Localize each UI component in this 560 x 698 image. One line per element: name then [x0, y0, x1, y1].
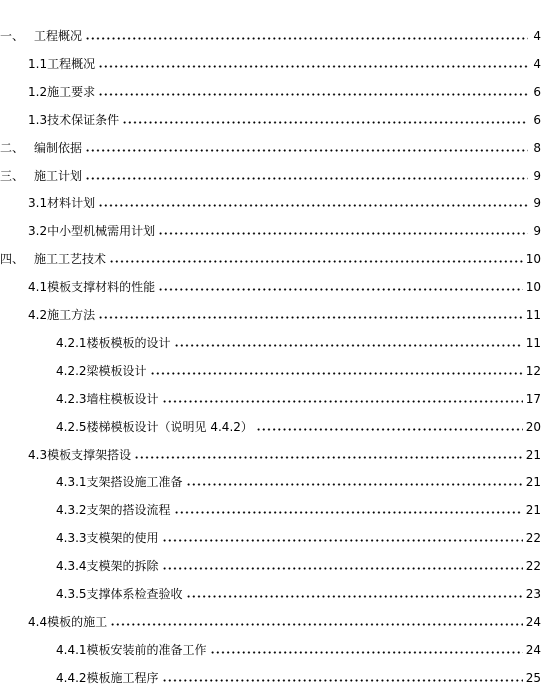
toc-entry-title: 编制依据	[34, 140, 83, 155]
toc-entry-number: 1.1	[28, 56, 48, 71]
dot-leader	[162, 567, 523, 570]
toc-entry-page-number: 9	[533, 196, 541, 211]
toc-entry-title: 支模架的拆除	[86, 559, 159, 574]
dot-leader	[158, 288, 523, 291]
toc-entry-page-number: 12	[525, 363, 541, 378]
toc-entry[interactable]	[0, 250, 541, 266]
toc-entry-page-number: 22	[525, 531, 541, 546]
toc-entry-number: 4.2	[28, 308, 48, 322]
toc-entry[interactable]	[0, 585, 541, 601]
dot-leader	[110, 623, 523, 626]
toc-entry-page-number: 11	[525, 335, 541, 350]
toc-entry-page-number: 22	[525, 559, 541, 574]
toc-entry-page-number: 23	[525, 587, 541, 601]
toc-entry-title: 施工要求	[47, 84, 96, 99]
toc-entry-number: 1.2	[28, 84, 48, 99]
toc-entry-number: 4.4.2	[56, 670, 87, 685]
toc-entry-title: 楼板模板的设计	[86, 335, 171, 350]
dot-leader	[150, 372, 523, 375]
toc-entry[interactable]	[0, 529, 541, 545]
toc-entry-number: 4.2.5	[56, 419, 87, 434]
dot-leader	[122, 121, 528, 124]
dot-leader	[85, 177, 528, 180]
toc-entry-title: 中小型机械需用计划	[47, 224, 156, 239]
dot-leader	[210, 651, 523, 654]
toc-entry[interactable]	[0, 27, 541, 43]
toc-entry-page-number: 24	[525, 614, 541, 629]
toc-entry-number: 4.2.1	[56, 335, 87, 350]
dot-leader	[85, 37, 528, 40]
toc-entry[interactable]	[0, 501, 541, 517]
toc-entry-page-number: 25	[525, 670, 541, 685]
dot-leader	[98, 93, 528, 96]
toc-entry-number: 一、	[0, 29, 25, 43]
toc-entry-page-number: 10	[525, 280, 541, 295]
toc-entry[interactable]	[0, 278, 541, 294]
toc-entry-page-number: 11	[525, 308, 541, 322]
toc-entry-page-number: 4	[533, 56, 541, 71]
toc-entry[interactable]	[0, 167, 541, 183]
toc-entry-number: 4.4.1	[56, 642, 87, 657]
toc-entry-number: 4.2.3	[56, 391, 87, 406]
toc-entry-page-number: 24	[525, 642, 541, 657]
toc-entry-number: 四、	[0, 252, 25, 267]
toc-entry-title: 技术保证条件	[47, 112, 120, 127]
toc-entry[interactable]	[0, 334, 541, 350]
toc-entry-title: 模板施工程序	[86, 670, 159, 685]
dot-leader	[174, 511, 523, 514]
toc-entry-number: 3.2	[28, 224, 48, 239]
dot-leader	[186, 595, 523, 598]
toc-entry-page-number: 6	[533, 112, 541, 127]
dot-leader	[162, 400, 523, 403]
toc-entry-page-number: 21	[525, 475, 541, 490]
toc-entry[interactable]	[0, 111, 541, 127]
toc-entry[interactable]	[0, 473, 541, 489]
toc-entry-title: 梁模板设计	[86, 363, 147, 378]
toc-entry-page-number: 20	[525, 419, 541, 434]
dot-leader	[98, 316, 523, 319]
toc-entry-number: 4.3	[28, 447, 48, 462]
toc-entry[interactable]	[0, 446, 541, 462]
toc-entry[interactable]	[0, 641, 541, 657]
dot-leader	[256, 428, 523, 431]
toc-entry[interactable]	[0, 390, 541, 406]
dot-leader	[85, 149, 528, 152]
toc-entry-page-number: 21	[525, 503, 541, 518]
toc-entry[interactable]	[0, 418, 541, 434]
dot-leader	[98, 204, 528, 207]
toc-entry[interactable]	[0, 83, 541, 99]
dot-leader	[162, 679, 523, 682]
toc-entry-number: 4.3.4	[56, 559, 87, 574]
toc-entry-title: 模板安装前的准备工作	[86, 642, 207, 657]
toc-entry[interactable]	[0, 194, 541, 210]
toc-entry-number: 二、	[0, 140, 25, 155]
toc-entry-number: 4.3.5	[56, 587, 87, 601]
toc-entry[interactable]	[0, 613, 541, 629]
toc-entry[interactable]	[0, 362, 541, 378]
toc-entry-page-number: 8	[533, 140, 541, 155]
toc-entry-title: 模板的施工	[47, 614, 108, 629]
toc-entry-title: 施工计划	[34, 168, 83, 183]
toc-entry-title: 支架的搭设流程	[86, 503, 171, 518]
toc-entry-page-number: 9	[533, 168, 541, 183]
toc-entry-number: 三、	[0, 168, 25, 183]
toc-entry-page-number: 6	[533, 84, 541, 99]
toc-entry-number: 3.1	[28, 196, 48, 211]
toc-entry-number: 4.1	[28, 280, 48, 295]
dot-leader	[162, 539, 523, 542]
toc-entry-title: 工程概况	[34, 29, 83, 43]
toc-entry-title: 模板支撑材料的性能	[47, 280, 156, 295]
toc-entry-number: 1.3	[28, 112, 48, 127]
toc-entry-number: 4.3.2	[56, 503, 87, 518]
toc-entry-title: 施工方法	[47, 308, 96, 322]
dot-leader	[134, 456, 523, 459]
toc-entry-title: 材料计划	[47, 196, 96, 211]
toc-entry[interactable]	[0, 222, 541, 238]
toc-entry[interactable]	[0, 306, 541, 322]
toc-entry-page-number: 9	[533, 224, 541, 239]
toc-entry[interactable]	[0, 55, 541, 71]
toc-entry-title: 支架搭设施工准备	[86, 475, 183, 490]
toc-entry-title: 施工工艺技术	[34, 252, 107, 267]
toc-entry-title: 楼梯模板设计（说明见 4.4.2）	[86, 419, 253, 434]
toc-entry-number: 4.3.3	[56, 531, 87, 546]
toc-entry-title: 支模架的使用	[86, 531, 159, 546]
toc-entry-title: 模板支撑架搭设	[47, 447, 132, 462]
toc-entry-title: 工程概况	[47, 56, 96, 71]
dot-leader	[109, 260, 523, 263]
toc-entry-number: 4.3.1	[56, 475, 87, 490]
dot-leader	[158, 232, 528, 235]
toc-entry-title: 墙柱模板设计	[86, 391, 159, 406]
toc-entry-page-number: 21	[525, 447, 541, 462]
toc-entry[interactable]	[0, 557, 541, 573]
toc-entry-title: 支撑体系检查验收	[86, 587, 183, 601]
toc-entry-number: 4.4	[28, 614, 48, 629]
dot-leader	[186, 483, 523, 486]
toc-entry-number: 4.2.2	[56, 363, 87, 378]
toc-entry[interactable]	[0, 669, 541, 685]
toc-entry-page-number: 10	[525, 252, 541, 267]
dot-leader	[98, 65, 528, 68]
dot-leader	[174, 344, 523, 347]
toc-entry-page-number: 4	[533, 29, 541, 43]
toc-entry[interactable]	[0, 139, 541, 155]
toc-entry-page-number: 17	[525, 391, 541, 406]
